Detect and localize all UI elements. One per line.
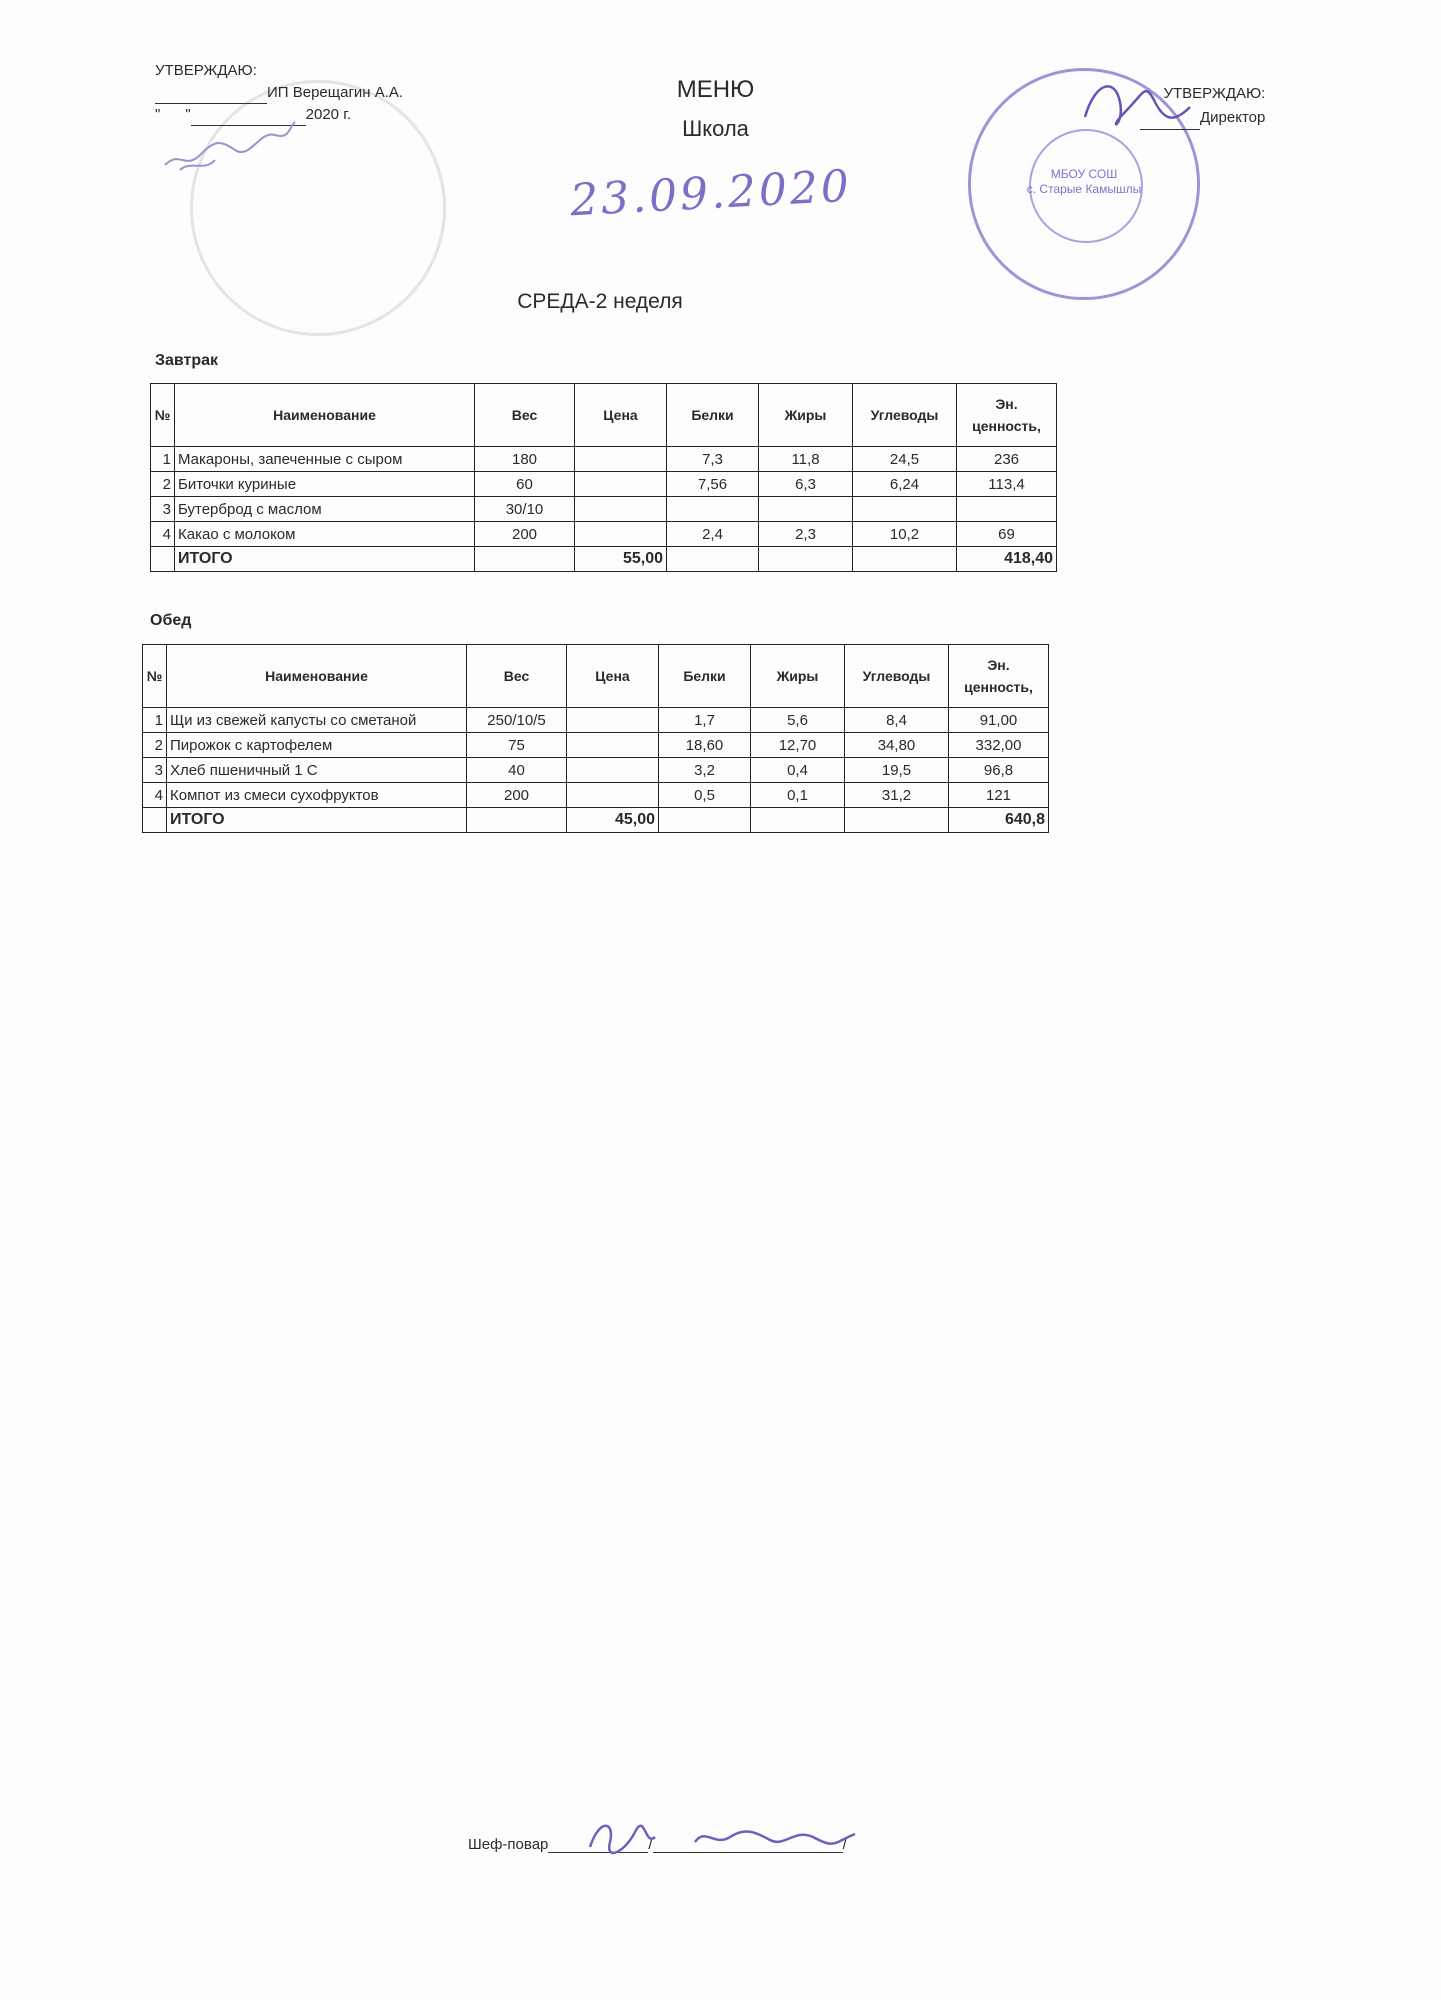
table-header-row <box>143 645 1049 708</box>
row-price <box>575 522 667 547</box>
row-name: Компот из смеси сухофруктов <box>167 783 467 808</box>
total-blank <box>845 808 949 833</box>
total-blank <box>475 547 575 572</box>
col-number: № <box>143 645 167 708</box>
row-energy: 113,4 <box>957 472 1057 497</box>
row-carbs: 10,2 <box>853 522 957 547</box>
row-energy: 96,8 <box>949 758 1049 783</box>
row-protein <box>667 497 759 522</box>
row-protein: 0,5 <box>659 783 751 808</box>
approval-right-role-line <box>1140 106 1265 130</box>
row-price <box>567 733 659 758</box>
row-name: Макароны, запеченные с сыром <box>175 447 475 472</box>
row-weight: 200 <box>467 783 567 808</box>
row-fat: 5,6 <box>751 708 845 733</box>
row-weight: 250/10/5 <box>467 708 567 733</box>
col-name: Наименование <box>167 645 467 708</box>
row-name: Хлеб пшеничный 1 С <box>167 758 467 783</box>
col-energy: Эн. ценность, <box>957 384 1057 447</box>
table-header-row <box>151 384 1057 447</box>
col-name: Наименование <box>175 384 475 447</box>
row-price <box>567 783 659 808</box>
col-price: Цена <box>567 645 659 708</box>
row-protein: 18,60 <box>659 733 751 758</box>
breakfast-rows <box>151 447 1057 572</box>
lunch-rows <box>143 708 1049 833</box>
total-price: 55,00 <box>575 547 667 572</box>
row-protein: 1,7 <box>659 708 751 733</box>
row-weight: 75 <box>467 733 567 758</box>
col-protein: Белки <box>659 645 751 708</box>
col-weight: Вес <box>467 645 567 708</box>
chef-label: Шеф-повар <box>468 1836 549 1853</box>
row-number: 2 <box>143 733 167 758</box>
row-number: 2 <box>151 472 175 497</box>
approval-right <box>1140 82 1265 130</box>
stamp-line-1: МБОУ СОШ <box>1050 167 1118 181</box>
col-price: Цена <box>575 384 667 447</box>
row-fat <box>759 497 853 522</box>
row-carbs: 8,4 <box>845 708 949 733</box>
row-energy: 332,00 <box>949 733 1049 758</box>
col-fat: Жиры <box>751 645 845 708</box>
row-weight: 40 <box>467 758 567 783</box>
row-fat: 11,8 <box>759 447 853 472</box>
col-carbs: Углеводы <box>853 384 957 447</box>
row-protein: 2,4 <box>667 522 759 547</box>
approval-left-year: 2020 г. <box>305 106 352 123</box>
row-number: 1 <box>151 447 175 472</box>
row-energy <box>957 497 1057 522</box>
row-weight: 180 <box>475 447 575 472</box>
row-name: Щи из свежей капусты со сметаной <box>167 708 467 733</box>
total-blank <box>751 808 845 833</box>
row-number: 4 <box>143 783 167 808</box>
row-carbs: 19,5 <box>845 758 949 783</box>
stamp-text <box>971 167 1197 197</box>
total-blank <box>759 547 853 572</box>
row-fat: 6,3 <box>759 472 853 497</box>
table-row <box>151 472 1057 497</box>
row-number: 3 <box>151 497 175 522</box>
row-number: 1 <box>143 708 167 733</box>
row-fat: 2,3 <box>759 522 853 547</box>
row-carbs: 34,80 <box>845 733 949 758</box>
lunch-label: Обед <box>150 612 192 629</box>
row-protein: 7,3 <box>667 447 759 472</box>
row-fat: 0,4 <box>751 758 845 783</box>
approval-left-date-quotes: " " <box>155 106 191 123</box>
col-carbs: Углеводы <box>845 645 949 708</box>
approval-right-role: Директор <box>1200 109 1266 126</box>
row-number: 3 <box>143 758 167 783</box>
total-energy: 640,8 <box>949 808 1049 833</box>
breakfast-table <box>150 383 1057 572</box>
director-blank <box>1140 115 1200 130</box>
approval-left-label: УТВЕРЖДАЮ: <box>155 62 257 79</box>
row-weight: 30/10 <box>475 497 575 522</box>
row-carbs: 24,5 <box>853 447 957 472</box>
page-title: МЕНЮ <box>676 76 755 103</box>
row-carbs: 31,2 <box>845 783 949 808</box>
row-price <box>567 708 659 733</box>
table-row <box>151 497 1057 522</box>
row-carbs <box>853 497 957 522</box>
col-energy: Эн. ценность, <box>949 645 1049 708</box>
total-blank <box>467 808 567 833</box>
row-price <box>575 447 667 472</box>
row-protein: 3,2 <box>659 758 751 783</box>
total-row <box>143 808 1049 833</box>
row-fat: 0,1 <box>751 783 845 808</box>
chef-signature <box>585 1812 885 1862</box>
total-blank <box>853 547 957 572</box>
row-weight: 60 <box>475 472 575 497</box>
total-row <box>151 547 1057 572</box>
row-carbs: 6,24 <box>853 472 957 497</box>
row-name: Пирожок с картофелем <box>167 733 467 758</box>
row-protein: 7,56 <box>667 472 759 497</box>
col-number: № <box>151 384 175 447</box>
col-fat: Жиры <box>759 384 853 447</box>
chef-signature-line: Шеф-повар / / <box>468 1836 847 1853</box>
breakfast-label: Завтрак <box>155 352 219 369</box>
row-price <box>575 497 667 522</box>
row-price <box>567 758 659 783</box>
total-label: ИТОГО <box>175 547 475 572</box>
row-energy: 121 <box>949 783 1049 808</box>
row-weight: 200 <box>475 522 575 547</box>
handwritten-date: 23.09.2020 <box>568 160 854 227</box>
stamp-line-2: с. Старые Камышлы <box>1026 182 1142 196</box>
total-label: ИТОГО <box>167 808 467 833</box>
total-blank <box>151 547 175 572</box>
table-row <box>143 783 1049 808</box>
table-row <box>151 447 1057 472</box>
approval-left-signer-name: ИП Верещагин А.А. <box>267 84 404 101</box>
table-row <box>151 522 1057 547</box>
total-blank <box>667 547 759 572</box>
col-protein: Белки <box>667 384 759 447</box>
row-energy: 236 <box>957 447 1057 472</box>
approval-right-label: УТВЕРЖДАЮ: <box>1163 85 1266 102</box>
row-number: 4 <box>151 522 175 547</box>
row-name: Бутерброд с маслом <box>175 497 475 522</box>
row-energy: 69 <box>957 522 1057 547</box>
total-blank <box>659 808 751 833</box>
row-energy: 91,00 <box>949 708 1049 733</box>
row-name: Какао с молоком <box>175 522 475 547</box>
row-name: Биточки куриные <box>175 472 475 497</box>
total-price: 45,00 <box>567 808 659 833</box>
table-row <box>143 758 1049 783</box>
col-weight: Вес <box>475 384 575 447</box>
table-row <box>143 733 1049 758</box>
total-blank <box>143 808 167 833</box>
total-energy: 418,40 <box>957 547 1057 572</box>
table-row <box>143 708 1049 733</box>
row-fat: 12,70 <box>751 733 845 758</box>
day-title: СРЕДА-2 неделя <box>517 290 683 313</box>
row-price <box>575 472 667 497</box>
page-subtitle: Школа <box>682 116 749 141</box>
lunch-table <box>142 644 1049 833</box>
